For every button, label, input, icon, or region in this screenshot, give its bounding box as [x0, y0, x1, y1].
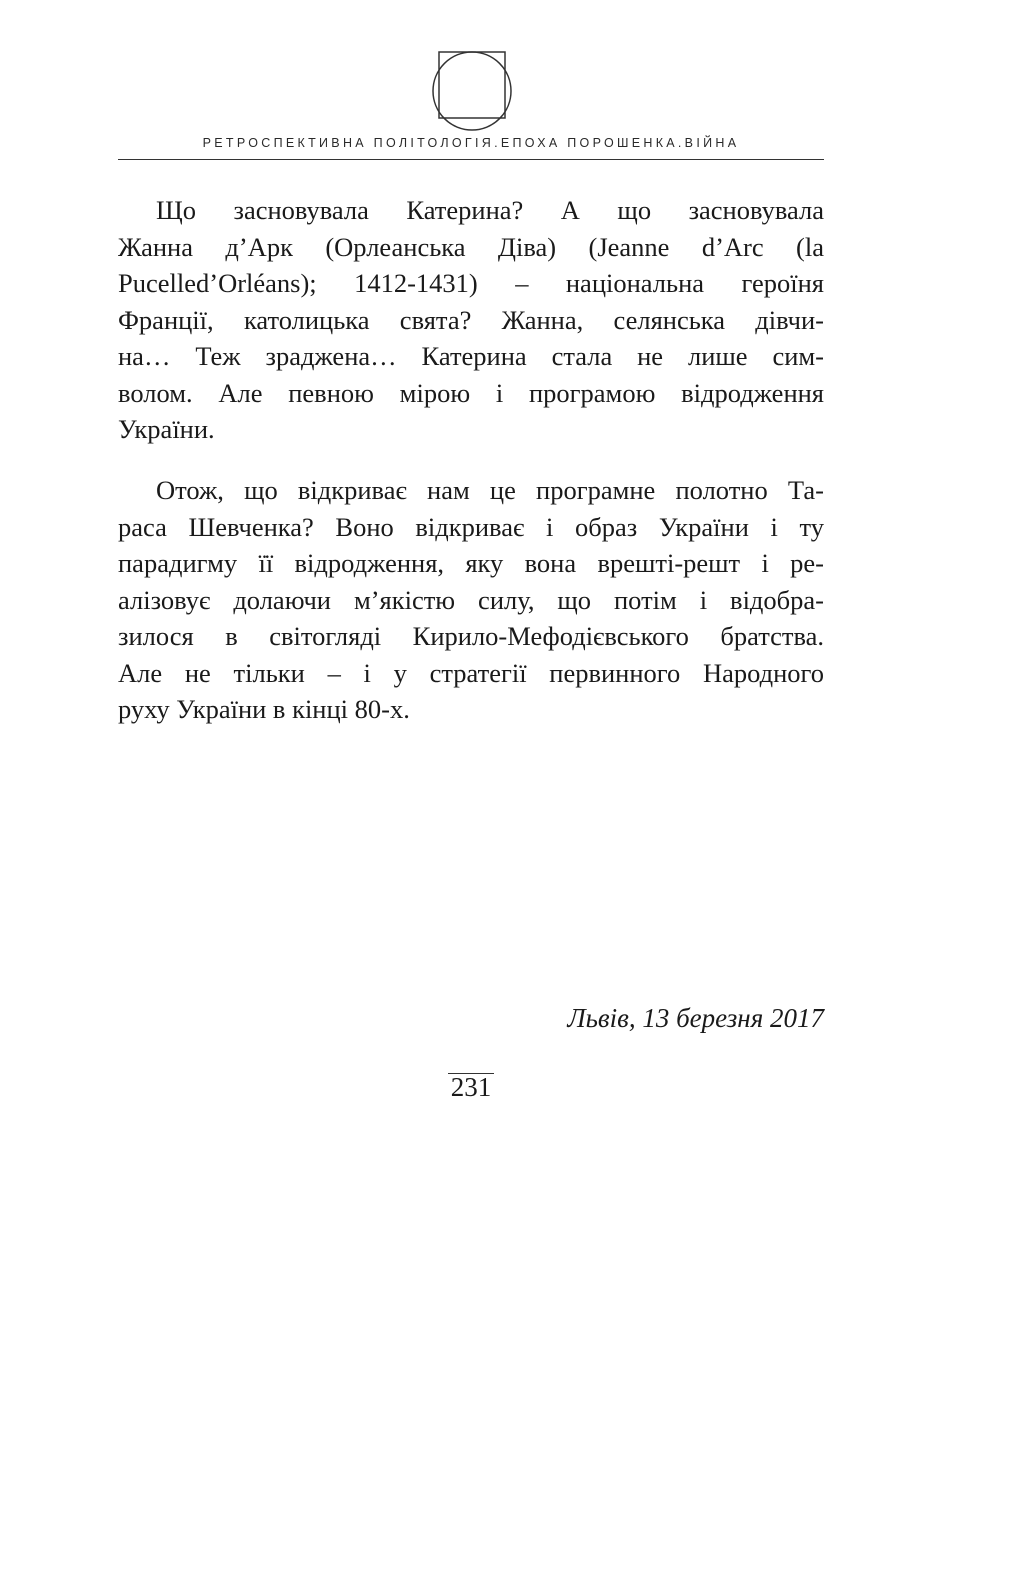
- paragraph-2: [118, 472, 824, 728]
- text-line: на… Теж зраджена… Катерина стала не лише сим-: [118, 341, 824, 371]
- circle-square-emblem-icon: [431, 50, 513, 132]
- running-title: РЕТРОСПЕКТИВНА ПОЛІТОЛОГІЯ.ЕПОХА ПОРОШЕНКА.ВІЙНА: [202, 136, 740, 150]
- text-line: руху України в кінці 80-х.: [118, 694, 410, 724]
- page-number: 231: [450, 1072, 492, 1102]
- text-line: України.: [118, 414, 215, 444]
- text-line: Що засновувала Катерина? А що засновувала: [156, 195, 824, 225]
- text-line: волом. Але певною мірою і програмою відродження: [118, 377, 824, 408]
- text-line: Отож, що відкриває нам це програмне полотно Та-: [156, 475, 824, 505]
- text-line: Жанна д’Арк (Орлеанська Діва) (Jeanne d’Arc (la: [118, 231, 824, 262]
- header-divider: [118, 159, 824, 160]
- paragraph-1: [118, 192, 824, 448]
- text-line: Pucelled’Orléans); 1412-1431) – національна героїня: [118, 268, 824, 298]
- text-line: алізовує долаючи м’якістю силу, що потім і відобра-: [118, 584, 824, 615]
- text-line: Франції, католицька свята? Жанна, селянська дівчи-: [118, 304, 824, 335]
- text-line: парадигму її відродження, яку вона врешті-решт і ре-: [118, 548, 824, 578]
- text-line: раса Шевченка? Воно відкриває і образ України і ту: [118, 511, 824, 542]
- place-date-signoff: Львів, 13 березня 2017: [567, 1003, 824, 1033]
- text-line: Але не тільки – і у стратегії первинного Народного: [118, 657, 824, 688]
- text-line: зилося в світогляді Кирило-Мефодієвського братства.: [118, 621, 824, 651]
